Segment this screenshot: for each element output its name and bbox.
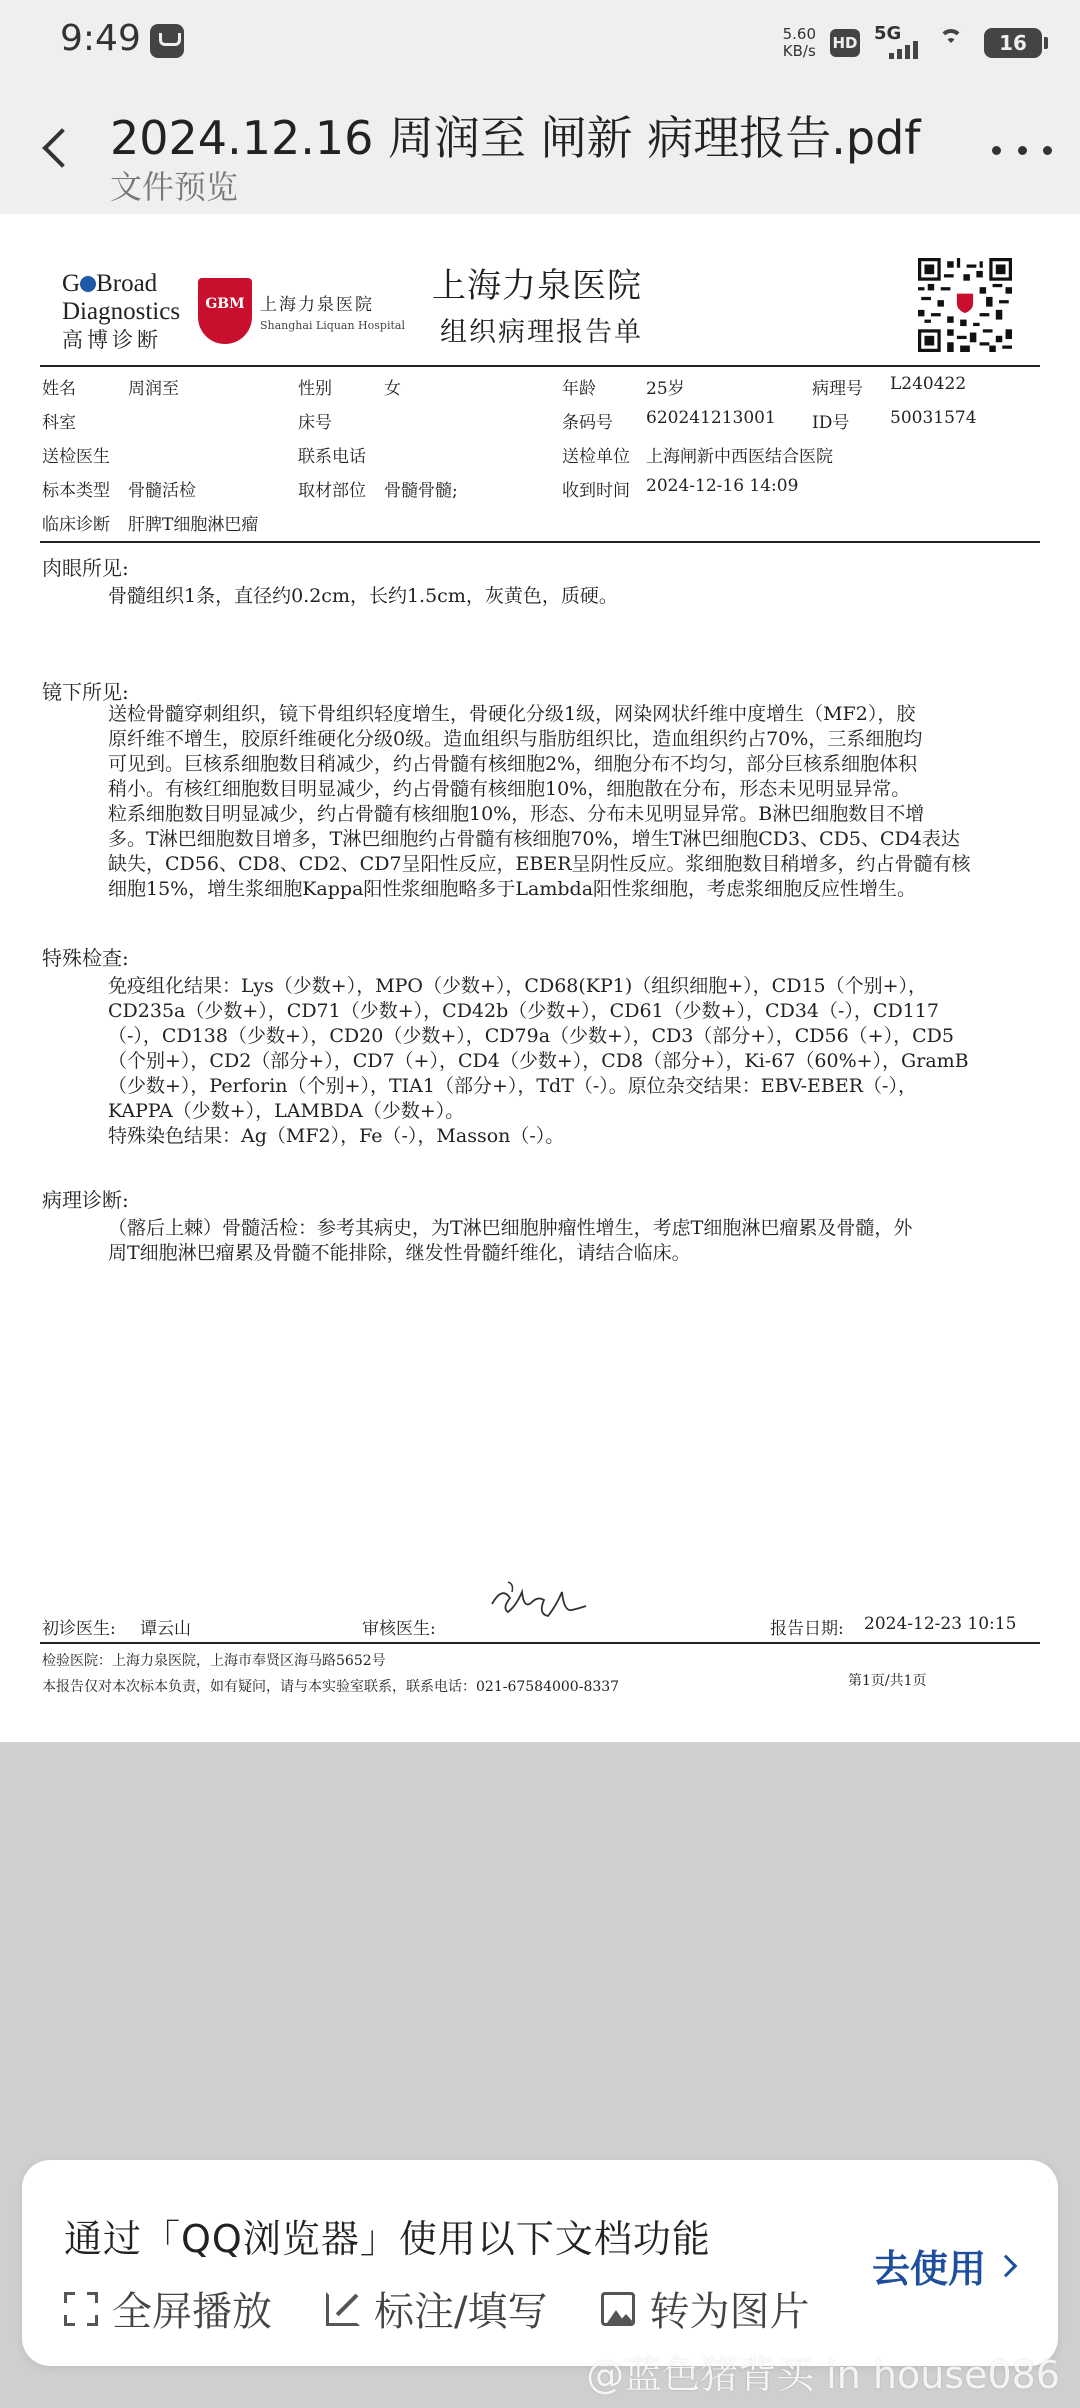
signature-image [488,1574,598,1630]
gbm-shield-logo: GBM [198,278,252,344]
info-name-label: 姓名 [42,379,76,399]
watermark-text: @蓝色猪背买 in house086 [586,2353,1060,2397]
fullscreen-icon [64,2292,98,2326]
first-doctor-label: 初诊医生: [42,1619,116,1639]
special-body: 免疫组化结果：Lys（少数+），MPO（少数+），CD68(KP1)（组织细胞+），CD15（个别+）， CD235a（少数+），CD71（少数+），CD42b（少数+），CD61（少数+），CD34（-），CD117 （-），CD138（少数+），CD20（少数+），CD79a（少数+），CD3（部分+），CD56（+），CD5 （个别+），CD2（部分+），CD7（+），CD4（少数+），CD8（部分+），Ki-67（60%+），GramB （少数+），Perforin（个别+），TIA1（部分+），TdT（-）。原位杂交结果：EBV-EBER（-）， KAPPA（少数+），LAMBDA（少数+）。 特殊染色结果：Ag（MF2），Fe（-），Masson（-）。 [108,975,969,1147]
qq-card-title: 通过「QQ浏览器」使用以下文档功能 [64,2217,711,2261]
plus-circle-icon [80,276,96,292]
file-preview-label: 文件预览 [110,168,239,206]
report-date-value: 2024-12-23 10:15 [864,1614,1017,1634]
edit-icon [326,2292,360,2326]
info-barcode-value: 620241213001 [646,408,776,428]
qq-browser-promo-card[interactable] [22,2160,1058,2366]
back-button[interactable] [30,114,80,184]
info-id-value: 50031574 [890,408,977,428]
info-gender-value: 女 [384,379,401,399]
info-name-value: 周润至 [128,379,179,399]
status-indicators [783,20,1042,66]
info-clinical-label: 临床诊断 [42,515,110,535]
chevron-left-icon [42,128,82,168]
info-id-label: ID号 [812,413,850,433]
annotate-button[interactable]: 标注/填写 [326,2280,547,2337]
footer-hospital: 检验医院：上海力泉医院，上海市奉贤区海马路5652号 [42,1653,386,1669]
status-time: 9:49 [60,18,141,59]
status-bar [0,0,1080,84]
battery-icon: 16 [984,28,1042,58]
review-doctor-label: 审核医生: [362,1619,436,1639]
info-unit-label: 送检单位 [562,447,630,467]
gross-title: 肉眼所见: [42,556,129,580]
info-barcode-label: 条码号 [562,413,613,433]
footer-disclaimer: 本报告仅对本次标本负责，如有疑问，请与本实验室联系，联系电话：021-67584000-8337 [42,1679,620,1695]
info-rule [40,541,1040,543]
info-age-label: 年龄 [562,379,596,399]
info-site-label: 取材部位 [298,481,366,501]
info-unit-value: 上海闸新中西医结合医院 [646,447,833,467]
info-specimen-type-label: 标本类型 [42,481,110,501]
info-age-value: 25岁 [646,379,685,399]
footer-rule [40,1642,1040,1644]
file-title: 2024.12.16 周润至 闸新 病理报告.pdf [110,111,921,165]
info-doctor-label: 送检医生 [42,447,110,467]
net-speed: 5.60 KB/s [782,25,816,60]
app-header [0,84,1080,214]
go-use-button[interactable]: 去使用 [872,2238,1014,2293]
info-clinical-value: 肝脾T细胞淋巴瘤 [128,515,259,535]
pdf-page[interactable] [0,214,1080,1742]
notification-app-icon [150,24,184,58]
report-date-label: 报告日期: [770,1619,844,1639]
gbm-hospital-logo-text: 上海力泉医院 Shanghai Liquan Hospital [260,295,405,332]
chevron-right-icon [995,2254,1018,2277]
special-title: 特殊检查: [42,946,129,970]
micro-body: 送检骨髓穿刺组织，镜下骨组织轻度增生，骨硬化分级1级，网染网状纤维中度增生（MF2），胶 原纤维不增生，胶原纤维硬化分级0级。造血组织与脂肪组织比，造血组织约占70%，三系细胞均 可见到。巨核系细胞数目稍减少，约占骨髓有核细胞2%，细胞分布不均匀，部分巨核系细胞体积 稍小。有核红细胞数目明显减少，约占骨髓有核细胞10%，细胞散在分布，形态未见明显异常。 粒系细胞数目明显减少，约占骨髓有核细胞10%，形态、分布未见明显异常。B淋巴细胞数目不增 多。T淋巴细胞数目增多，T淋巴细胞约占骨髓有核细胞70%，增生T淋巴细胞CD3、CD5、CD4表达 缺失，CD56、CD8、CD2、CD7呈阳性反应，EBER呈阴性反应。浆细胞数目稍增多，约占骨髓有核 细胞15%，增生浆细胞Kappa阳性浆细胞略多于Lambda阳性浆细胞，考虑浆细胞反应性增生。 [108,703,971,900]
gross-body: 骨髓组织1条，直径约0.2cm，长约1.5cm，灰黄色，质硬。 [108,585,618,607]
qq-card-actions [64,2280,809,2337]
info-gender-label: 性别 [298,379,332,399]
page-info: 第1页/共1页 [848,1673,927,1689]
diagnosis-body: （髂后上棘）骨髓活检：参考其病史，为T淋巴细胞肿瘤性增生，考虑T细胞淋巴瘤累及骨髓，外 周T细胞淋巴瘤累及骨髓不能排除，继发性骨髓纤维化，请结合临床。 [108,1217,913,1264]
signal-icon: 5G [874,25,918,61]
image-icon [601,2292,635,2326]
info-received-label: 收到时间 [562,481,630,501]
info-pathology-no-value: L240422 [890,374,967,394]
more-options-button[interactable] [992,130,1052,170]
micro-title: 镜下所见: [42,680,129,704]
info-specimen-type-value: 骨髓活检 [128,481,196,501]
header-rule [40,365,1040,367]
info-dept-label: 科室 [42,413,76,433]
first-doctor-value: 谭云山 [140,1619,191,1639]
info-site-value: 骨髓骨髓; [384,481,458,501]
fullscreen-button[interactable]: 全屏播放 [64,2280,272,2337]
convert-to-image-button[interactable]: 转为图片 [601,2280,809,2337]
hospital-name: 上海力泉医院 [432,266,642,306]
info-received-value: 2024-12-16 14:09 [646,476,799,496]
wifi-icon [932,28,970,58]
info-pathology-no-label: 病理号 [812,379,863,399]
info-phone-label: 联系电话 [298,447,366,467]
report-type: 组织病理报告单 [440,317,643,348]
gobroad-logo: G Broad Diagnostics 高博诊断 [62,270,181,352]
info-bed-label: 床号 [298,413,332,433]
hd-badge: HD [830,29,860,57]
diagnosis-title: 病理诊断: [42,1188,129,1212]
qr-code-icon [918,258,1012,352]
